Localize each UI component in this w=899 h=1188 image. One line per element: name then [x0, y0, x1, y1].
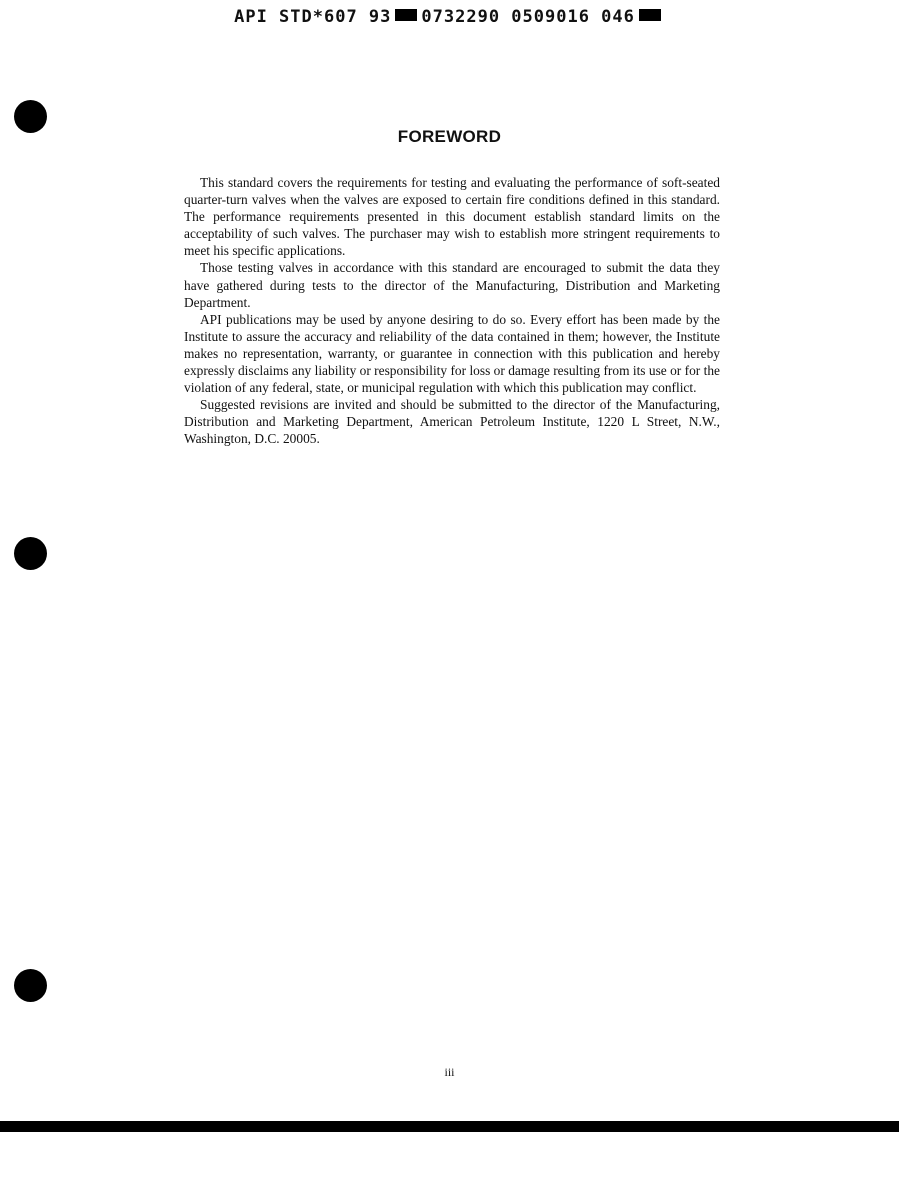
document-code: [0, 6, 899, 28]
foreword-body: [184, 174, 720, 448]
black-block-mark: [395, 9, 417, 21]
document-code-part2: 0732290 0509016 046: [421, 7, 635, 27]
paragraph: Suggested revisions are invited and should be submitted to the director of the Manufacturing, Distribution and Marketing Department, American Petroleum Institute, 1220 L Street, N.W., Washington, D.C. 20005.: [184, 397, 720, 447]
page-title: FOREWORD: [397, 127, 502, 146]
document-header: [0, 6, 899, 32]
page-number: iii: [444, 1065, 455, 1079]
binder-hole-middle: [14, 537, 47, 570]
bottom-edge-bar: [0, 1121, 899, 1132]
black-block-mark: [639, 9, 661, 21]
paragraph: Those testing valves in accordance with this standard are encouraged to submit the data they have gathered during tests to the director of the Manufacturing, Distribution and Marketing Department.: [184, 260, 720, 310]
paragraph: This standard covers the requirements for testing and evaluating the performance of soft-seated quarter-turn valves when the valves are exposed to certain fire conditions defined in this standard. The performance requirements presented in this document establish standard limits on the acceptability of such valves. The purchaser may wish to establish more stringent requirements to meet his specific applications.: [184, 175, 720, 259]
document-code-part1: API STD*607 93: [234, 7, 392, 27]
paragraph: API publications may be used by anyone desiring to do so. Every effort has been made by the Institute to assure the accuracy and reliability of the data contained in them; however, the Institute makes no representation, warranty, or guarantee in connection with this publication and hereby expressly disclaims any liability or responsibility for loss or damage resulting from its use or for the violation of any federal, state, or municipal regulation with which this publication may conflict.: [184, 311, 720, 396]
binder-hole-bottom: [14, 969, 47, 1002]
